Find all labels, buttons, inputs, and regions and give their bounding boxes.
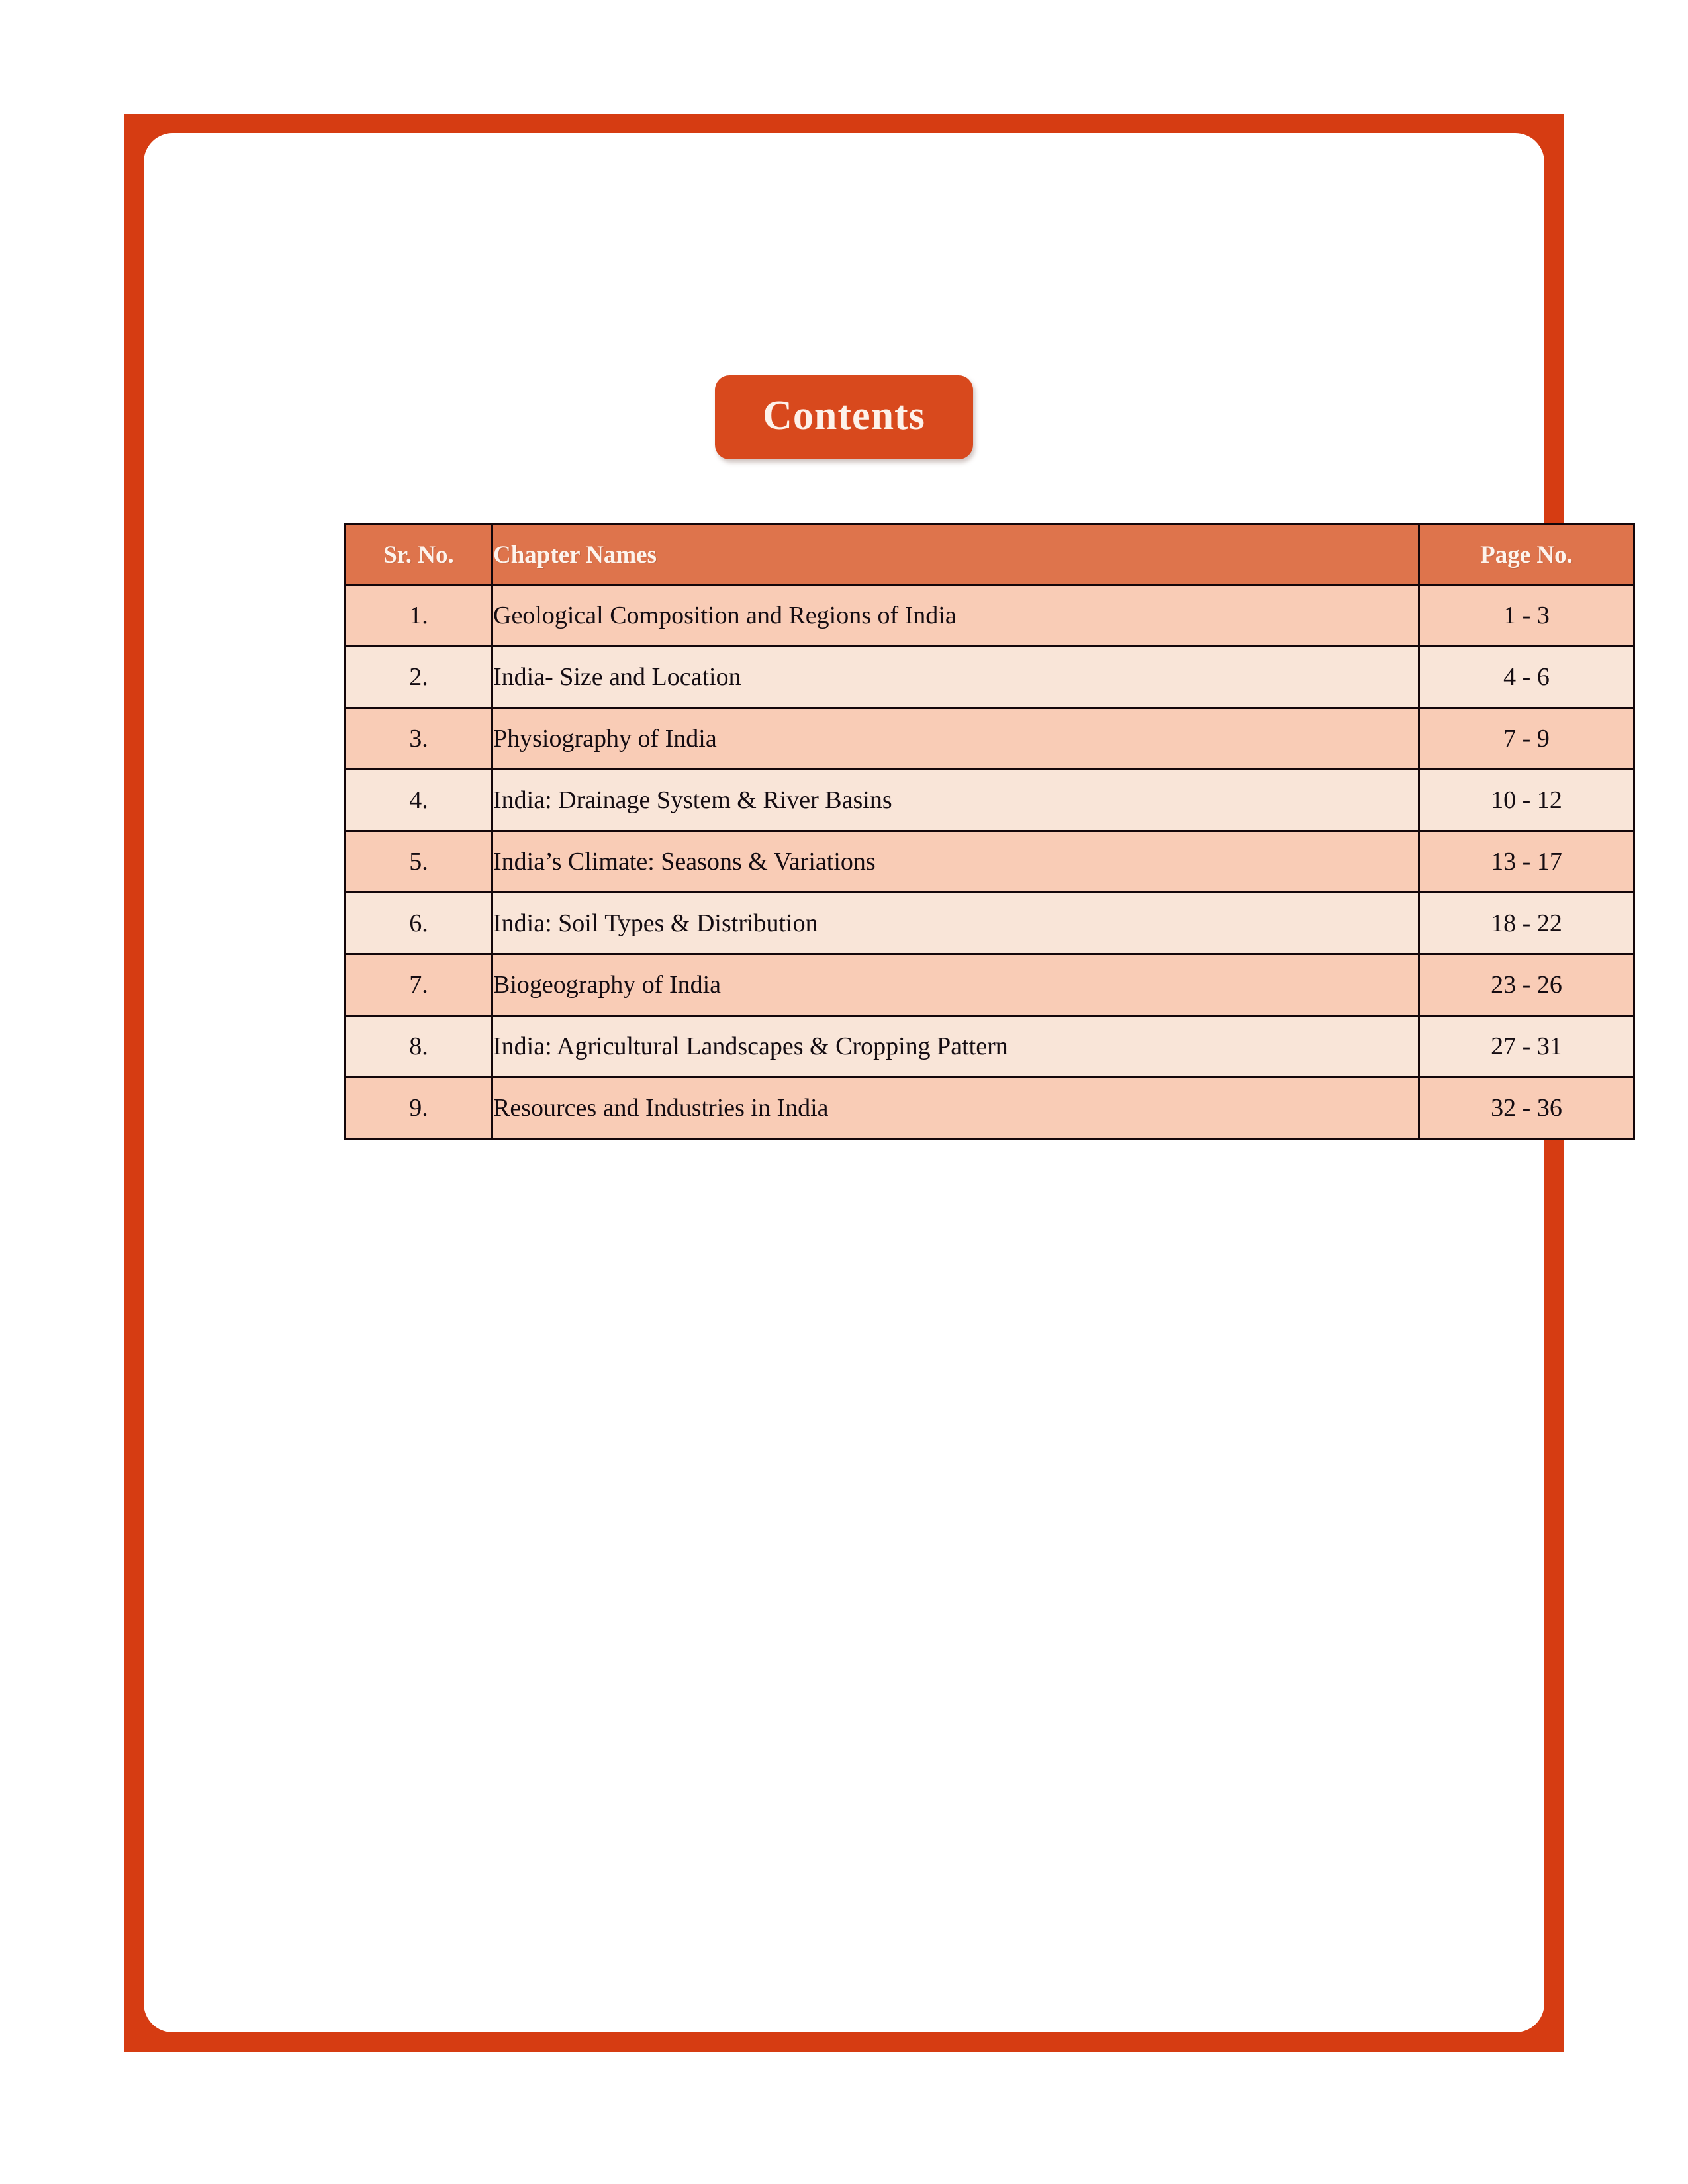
- table-row: [346, 1077, 1634, 1139]
- column-header-page-no: Page No.: [1419, 525, 1634, 585]
- column-header-chapter-names: Chapter Names: [492, 525, 1419, 585]
- table-row: [346, 647, 1634, 708]
- cell-chapter: India- Size and Location: [492, 647, 1419, 708]
- cell-chapter: India: Soil Types & Distribution: [492, 893, 1419, 954]
- page-title: Contents: [715, 375, 973, 459]
- cell-page-no: 27 - 31: [1419, 1016, 1634, 1077]
- cell-page-no: 1 - 3: [1419, 585, 1634, 647]
- table-row: [346, 585, 1634, 647]
- page-inner-surface: [144, 133, 1573, 2032]
- cell-sr-no: 8.: [346, 1016, 492, 1077]
- cell-chapter: Geological Composition and Regions of India: [492, 585, 1419, 647]
- cell-chapter: Biogeography of India: [492, 954, 1419, 1016]
- cell-chapter: Resources and Industries in India: [492, 1077, 1419, 1139]
- table-row: [346, 954, 1634, 1016]
- cell-sr-no: 5.: [346, 831, 492, 893]
- cell-sr-no: 1.: [346, 585, 492, 647]
- table-body: [346, 585, 1634, 1139]
- page-content: [144, 133, 1573, 2032]
- cell-page-no: 10 - 12: [1419, 770, 1634, 831]
- cell-sr-no: 9.: [346, 1077, 492, 1139]
- cell-sr-no: 6.: [346, 893, 492, 954]
- cell-sr-no: 3.: [346, 708, 492, 770]
- table-of-contents: [344, 523, 1635, 1140]
- cell-sr-no: 4.: [346, 770, 492, 831]
- table-header: [346, 525, 1634, 585]
- cell-sr-no: 7.: [346, 954, 492, 1016]
- table-row: [346, 893, 1634, 954]
- cell-chapter: India: Agricultural Landscapes & Cropping Pattern: [492, 1016, 1419, 1077]
- page-border-frame: [124, 114, 1573, 2052]
- cell-chapter: Physiography of India: [492, 708, 1419, 770]
- cell-page-no: 4 - 6: [1419, 647, 1634, 708]
- cell-page-no: 13 - 17: [1419, 831, 1634, 893]
- cell-chapter: India’s Climate: Seasons & Variations: [492, 831, 1419, 893]
- column-header-sr-no: Sr. No.: [346, 525, 492, 585]
- table-row: [346, 1016, 1634, 1077]
- table-row: [346, 708, 1634, 770]
- contents-title-area: [144, 375, 1544, 459]
- table-row: [346, 831, 1634, 893]
- cell-page-no: 32 - 36: [1419, 1077, 1634, 1139]
- table-header-row: [346, 525, 1634, 585]
- cell-chapter: India: Drainage System & River Basins: [492, 770, 1419, 831]
- table-row: [346, 770, 1634, 831]
- cell-page-no: 23 - 26: [1419, 954, 1634, 1016]
- cell-sr-no: 2.: [346, 647, 492, 708]
- cell-page-no: 7 - 9: [1419, 708, 1634, 770]
- cell-page-no: 18 - 22: [1419, 893, 1634, 954]
